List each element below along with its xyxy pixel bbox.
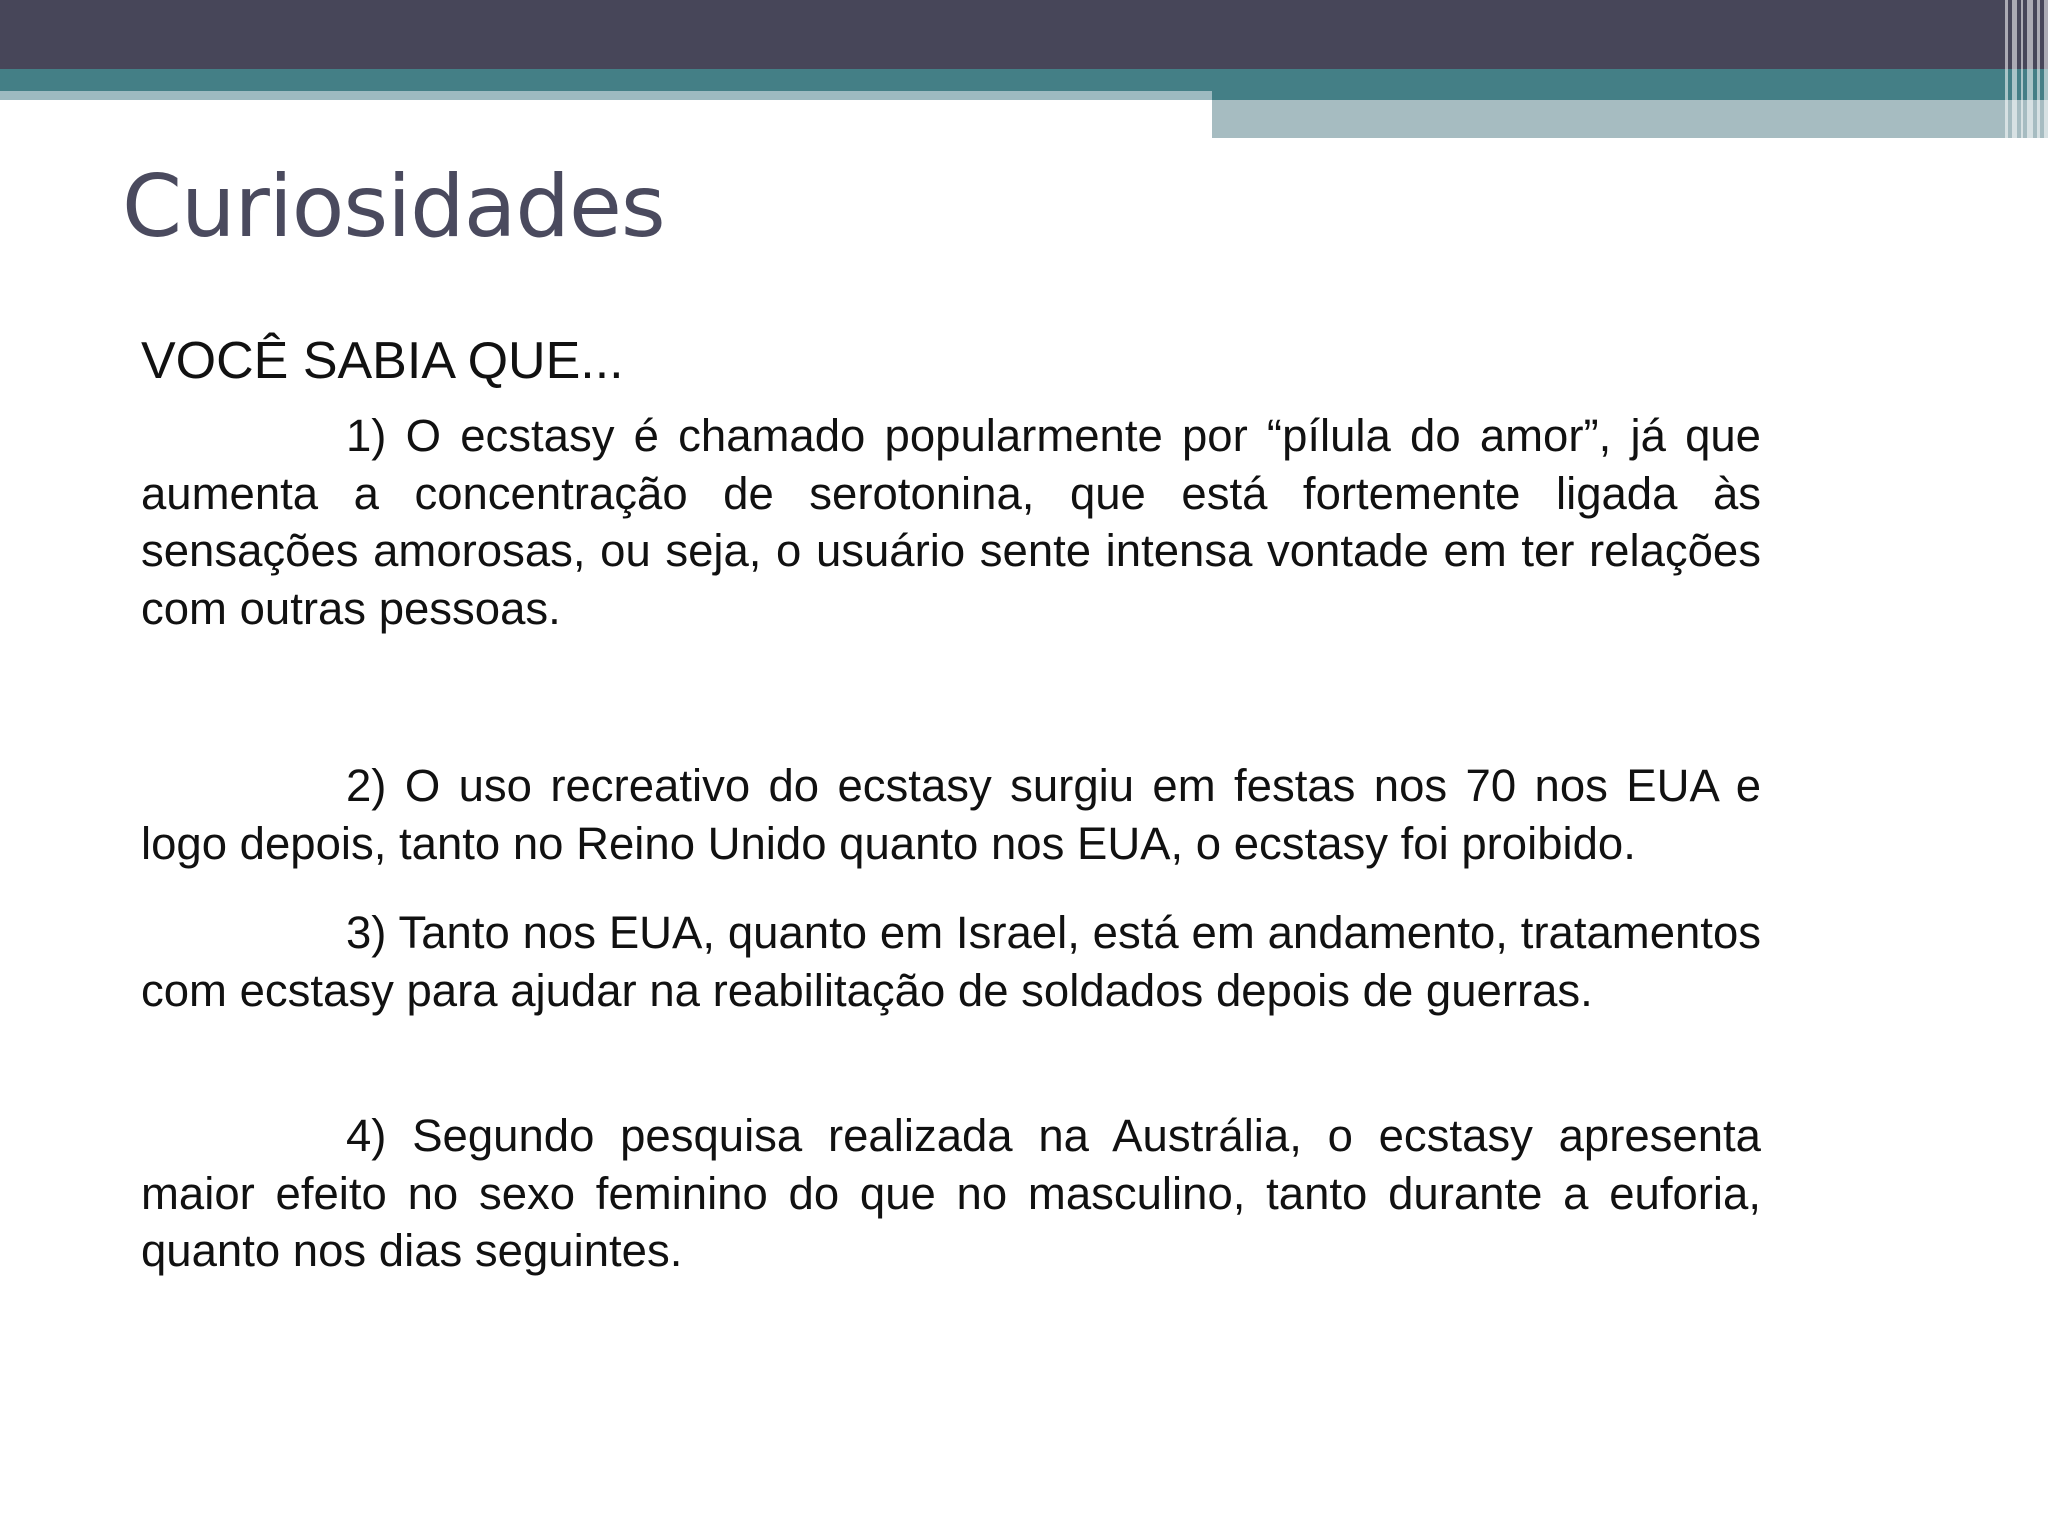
header-band-white [0, 100, 1212, 138]
intro-heading: VOCÊ SABIA QUE... [141, 332, 624, 390]
header-band-gray [1212, 100, 2048, 138]
header-vertical-stripes [1986, 0, 2048, 138]
header-band-dark [0, 0, 2048, 69]
slide-title: Curiosidades [122, 157, 665, 257]
fact-item-1: 1) O ecstasy é chamado popularmente por “pílula do amor”, já que aumenta a concentração de serotonina, que está fortemente ligada às sensações amorosas, ou seja, o usuário sente intensa vontade em ter relações com outras pessoas. [141, 410, 1761, 634]
fact-item-2: 2) O uso recreativo do ecstasy surgiu em festas nos 70 nos EUA e logo depois, tanto no Reino Unido quanto nos EUA, o ecstasy foi proibido. [141, 760, 1761, 869]
fact-item-4: 4) Segundo pesquisa realizada na Austrália, o ecstasy apresenta maior efeito no sexo feminino do que no masculino, tanto durante a euforia, quanto nos dias seguintes. [141, 1110, 1761, 1276]
header-band-teal-light [0, 91, 1212, 100]
fact-item-3: 3) Tanto nos EUA, quanto em Israel, está em andamento, tratamentos com ecstasy para ajudar na reabilitação de soldados depois de guerras. [141, 907, 1761, 1016]
slide-content [141, 325, 1761, 1280]
